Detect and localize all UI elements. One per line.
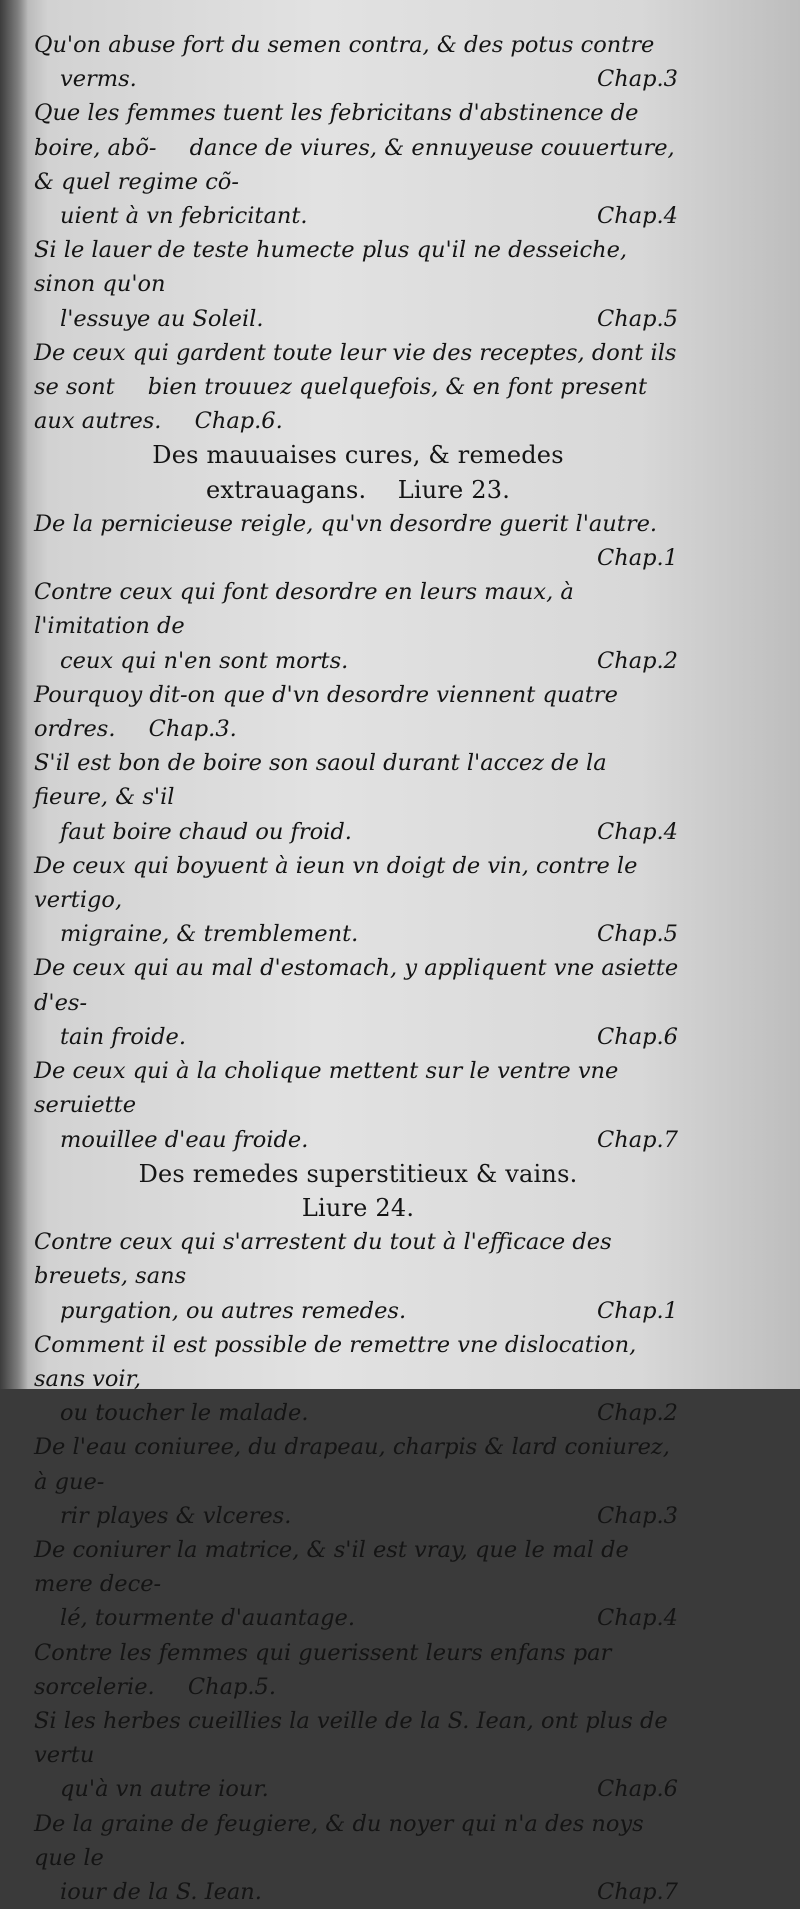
entry-text-line: tain froide. [60,1023,186,1050]
entry-text-line: S'il est bon de boire son saoul durant l'accez de la fieure, & s'il [34,750,607,811]
section-title-cont: extrauagans. [205,475,367,504]
entry-text-line: Que les femmes tuent les febricitans d'abstinence de boire, abõ- [34,100,639,161]
entry-text-line: Si les herbes cueillies la veille de la S. Iean, ont plus de vertu [34,1707,668,1769]
toc-entry [34,1328,682,1431]
chapter-ref: Chap.4 [597,203,678,230]
book-gutter-shadow [0,0,28,1389]
entry-text-line: De coniurer la matrice, & s'il est vray, que le mal de mere dece- [34,1536,629,1598]
toc-entry [34,96,682,233]
entry-text-line: mouillee d'eau froide. [60,1126,309,1153]
chapter-ref: Chap.4 [597,1605,678,1632]
chapter-ref: Chap.4 [597,818,678,845]
toc-entry [34,1533,682,1636]
entry-text-line: faut boire chaud ou froid. [60,818,352,845]
toc-entry [34,233,682,336]
entry-text-line: ou toucher le malade. [60,1400,309,1427]
entry-text-line: Pourquoy dit-on que d'vn desordre viennent quatre ordres. [34,681,618,743]
entry-text-line: dance de viures, & ennuyeuse couuerture, & quel regime cõ- [34,134,675,195]
toc-entry [34,28,682,96]
toc-entry [34,1636,682,1704]
chapter-ref: Chap.1 [597,545,678,572]
chapter-ref: Chap.6 [597,1776,678,1803]
toc-entry [34,678,682,746]
chapter-ref: Chap.2 [597,647,678,674]
chapter-ref: Chap.2 [597,1400,678,1427]
entry-text-line: iour de la S. Iean. [60,1878,262,1905]
toc-entry [34,849,682,952]
chapter-ref: Chap.5. [187,1673,277,1700]
entry-text-line: Si le lauer de teste humecte plus qu'il ne desseiche, sinon qu'on [34,237,628,298]
chapter-ref: Chap.3 [597,66,678,93]
section-heading [34,438,682,506]
entry-text-line: De ceux qui gardent toute leur vie des receptes, dont ils se sont [34,339,677,401]
chapter-ref: Chap.5 [597,305,678,332]
entry-text-line: Comment il est possible de remettre vne dislocation, sans voir, [34,1331,637,1392]
entry-text-line: verms. [60,66,137,93]
chapter-ref: Chap.7 [597,1126,678,1153]
toc-entry [34,746,682,849]
entry-text-line: De ceux qui au mal d'estomach, y appliquent vne asiette d'es- [34,955,679,1016]
entry-text-line: De ceux qui à la cholique mettent sur le ventre vne seruiette [34,1058,619,1119]
entry-text-line: Contre ceux qui s'arrestent du tout à l'efficace des breuets, sans [34,1229,612,1290]
entry-text-line: De la pernicieuse reigle, qu'vn desordre guerit l'autre. [34,510,658,537]
entry-text-line: Qu'on abuse fort du semen contra, & des potus contre [34,32,655,58]
chapter-ref: Chap.5 [597,921,678,948]
toc-entry [34,1225,682,1328]
section-title: Des mauuaises cures, & remedes [152,441,564,470]
toc-entry [34,1704,682,1807]
book-number: Liure 23. [397,475,511,504]
entry-text-line: qu'à vn autre iour. [60,1776,269,1803]
entry-text-line: Contre les femmes qui guerissent leurs enfans par sorcelerie. [34,1639,612,1700]
table-of-contents [34,28,682,1909]
entry-text-line: bien trouuez quelquefois, & en font present aux autres. [34,374,648,435]
entry-text-line: De la graine de feugiere, & du noyer qui n'a des noys que le [34,1810,644,1871]
toc-entry [34,1054,682,1157]
chapter-ref: Chap.6 [597,1023,678,1050]
entry-text-line: De l'eau coniuree, du drapeau, charpis & lard coniurez, à gue- [34,1434,670,1495]
section-title: Des remedes superstitieux & vains. [138,1159,578,1188]
toc-entry [34,507,682,575]
chapter-ref: Chap.3. [148,716,237,743]
chapter-ref: Chap.1 [597,1297,678,1324]
book-number: Liure 24. [301,1193,415,1222]
chapter-ref: Chap.7 [597,1878,678,1905]
entry-text-line: rir playes & vlceres. [60,1502,292,1529]
entry-text-line: uient à vn febricitant. [60,203,308,230]
entry-text-line: l'essuye au Soleil. [60,305,264,332]
chapter-ref: Chap.6. [194,408,283,435]
entry-text-line: migraine, & tremblement. [60,921,359,948]
entry-text-line: purgation, ou autres remedes. [60,1297,407,1324]
toc-entry [34,951,682,1054]
entry-text-line: De ceux qui boyuent à ieun vn doigt de vin, contre le vertigo, [34,852,638,914]
toc-entry [34,1430,682,1533]
toc-entry [34,575,682,678]
entry-text-line: Contre ceux qui font desordre en leurs maux, à l'imitation de [34,579,574,640]
chapter-ref: Chap.3 [597,1502,678,1529]
toc-entry [34,336,682,439]
entry-text-line: ceux qui n'en sont morts. [60,647,349,674]
entry-text-line: lé, tourmente d'auantage. [60,1605,356,1632]
section-heading [34,1157,682,1225]
toc-entry [34,1807,682,1909]
